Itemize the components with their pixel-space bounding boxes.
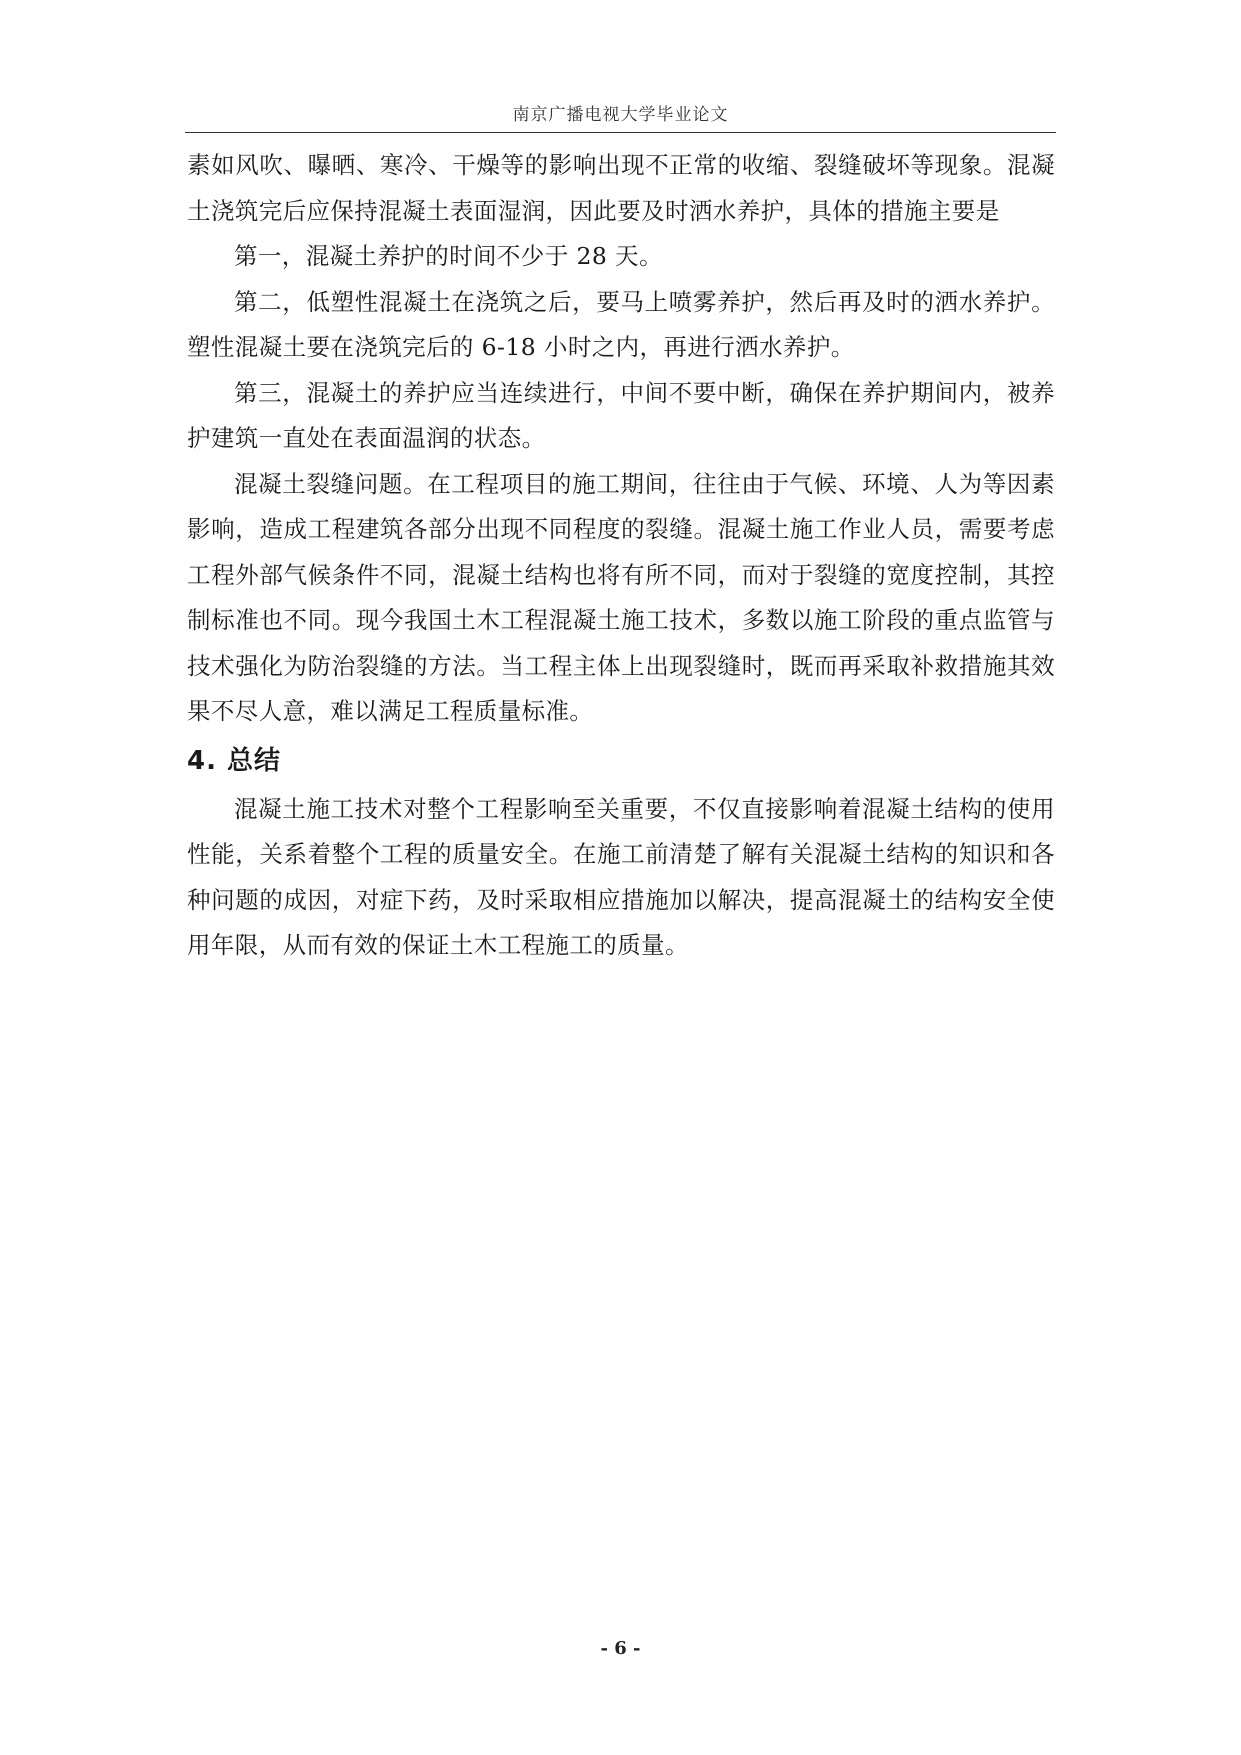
paragraph-conclusion: 混凝土施工技术对整个工程影响至关重要，不仅直接影响着混凝土结构的使用性能，关系着整个工程的质量安全。在施工前清楚了解有关混凝土结构的知识和各种问题的成因，对症下药，及时采取相应措施加以解决，提高混凝土的结构安全使用年限，从而有效的保证土木工程施工的质量。 [187,794,1055,959]
page-header [185,100,1056,133]
paragraph-step-three: 第三，混凝土的养护应当连续进行，中间不要中断，确保在养护期间内，被养护建筑一直处在表面温润的状态。 [187,378,1055,452]
page-number: - 6 - [600,1638,641,1659]
paragraph-step-two: 第二，低塑性混凝土在浇筑之后，要马上喷雾养护，然后再及时的洒水养护。塑性混凝土要在浇筑完后的 6-18 小时之内，再进行洒水养护。 [187,287,1055,361]
paragraph-continued: 素如风吹、曝晒、寒冷、干燥等的影响出现不正常的收缩、裂缝破坏等现象。混凝土浇筑完后应保持混凝土表面湿润，因此要及时洒水养护，具体的措施主要是 [187,151,1055,225]
document-body [187,143,1055,969]
section-heading: 4. 总结 [187,745,282,776]
paragraph-step-one: 第一，混凝土养护的时间不少于 28 天。 [234,242,663,270]
paragraph-crack-issue: 混凝土裂缝问题。在工程项目的施工期间，往往由于气候、环境、人为等因素影响，造成工程建筑各部分出现不同程度的裂缝。混凝土施工作业人员，需要考虑工程外部气候条件不同，混凝土结构也将有所不同，而对于裂缝的宽度控制，其控制标准也不同。现今我国土木工程混凝土施工技术，多数以施工阶段的重点监管与技术强化为防治裂缝的方法。当工程主体上出现裂缝时，既而再采取补救措施其效果不尽人意，难以满足工程质量标准。 [187,469,1055,725]
header-title: 南京广播电视大学毕业论文 [512,105,729,125]
